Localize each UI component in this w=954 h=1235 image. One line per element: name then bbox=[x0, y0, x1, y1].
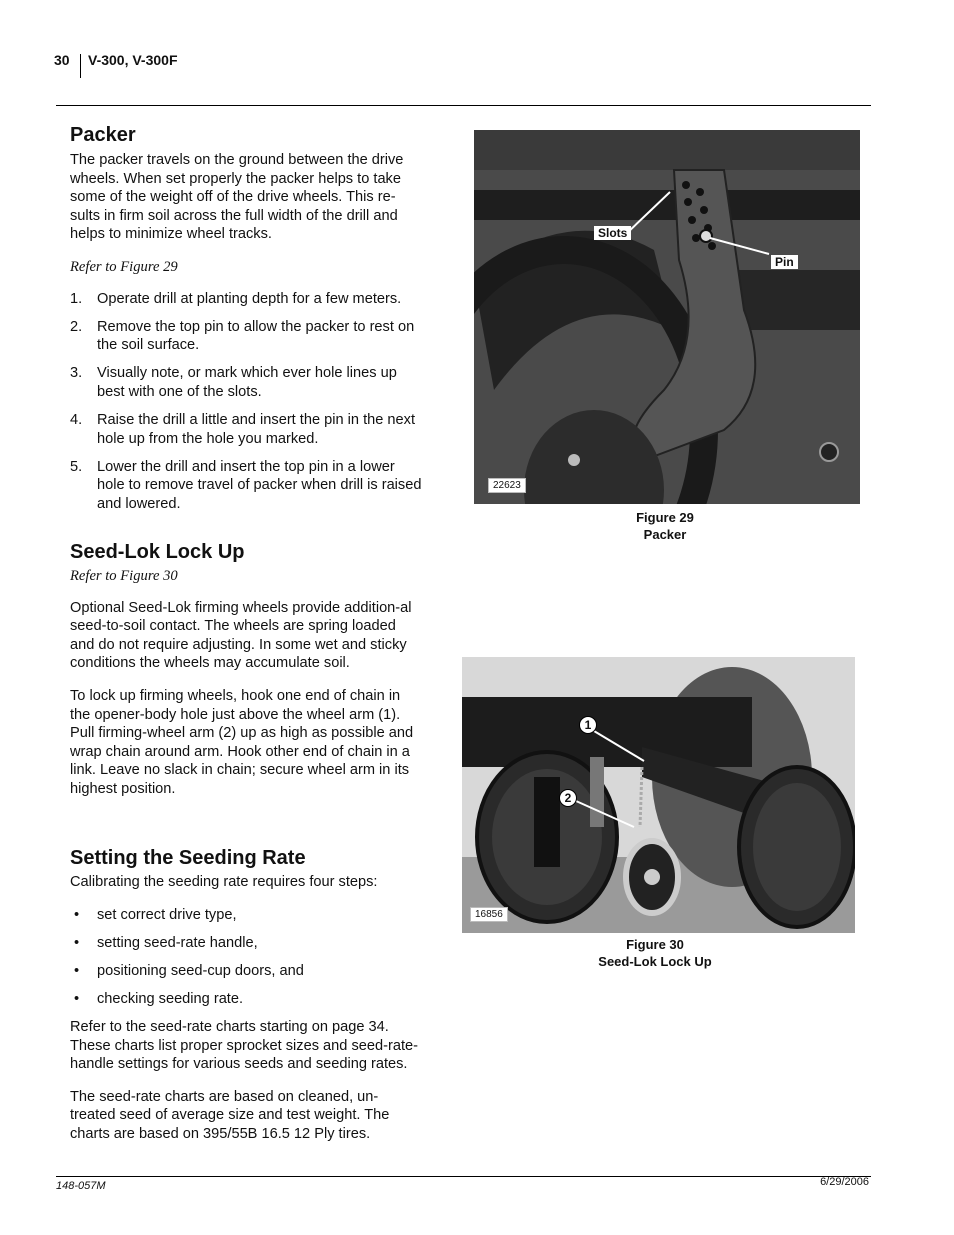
packer-section bbox=[70, 123, 422, 523]
figure-30-photo bbox=[462, 657, 855, 933]
list-item: • setting seed-rate handle, bbox=[74, 934, 258, 951]
header-rule bbox=[56, 105, 871, 106]
seeding-section bbox=[70, 846, 422, 1144]
packer-illustration bbox=[474, 130, 860, 504]
header-divider bbox=[80, 54, 81, 78]
pin-callout: Pin bbox=[771, 255, 798, 269]
list-item: 4. Raise the drill a little and insert the pin in the next hole up from the hole you marked. bbox=[70, 412, 415, 447]
packer-ref: Refer to Figure 29 bbox=[70, 258, 178, 275]
packer-steps bbox=[70, 290, 422, 514]
bullet-icon: • bbox=[74, 990, 80, 1007]
seedlok-ref: Refer to Figure 30 bbox=[70, 568, 178, 584]
list-item: • positioning seed-cup doors, and bbox=[74, 962, 304, 979]
model-title: V-300, V-300F bbox=[88, 52, 178, 68]
seeding-paragraph-1: Refer to the seed-rate charts starting on page 34. These charts list proper sprocket sizes and seed-rate-handle settings for various seeds and seeding rates. bbox=[70, 1018, 418, 1073]
figure-29-photo bbox=[474, 130, 860, 504]
seedlok-illustration bbox=[462, 657, 855, 933]
list-item: 2. Remove the top pin to allow the packer to rest on the soil surface. bbox=[70, 318, 415, 354]
figure-30-caption: Figure 30 Seed-Lok Lock Up bbox=[598, 937, 712, 969]
seeding-paragraph-2: The seed-rate charts are based on cleaned, un-treated seed of average size and test weight. The charts are based on 395/55B 16.5 12 Ply tires. bbox=[70, 1088, 390, 1142]
packer-heading: Packer bbox=[70, 124, 136, 146]
figure-29-image-number: 22623 bbox=[488, 478, 526, 493]
list-item: • set correct drive type, bbox=[74, 906, 237, 923]
figure-30-image-number: 16856 bbox=[470, 907, 508, 922]
document-number: 148-057M bbox=[56, 1180, 106, 1192]
footer-rule bbox=[56, 1176, 871, 1177]
bullet-icon: • bbox=[74, 962, 80, 979]
publication-date: 6/29/2006 bbox=[820, 1176, 869, 1188]
bullet-icon: • bbox=[74, 906, 80, 923]
seedlok-paragraph-1: Optional Seed-Lok firming wheels provide addition-al seed-to-soil contact. The wheels are spring loaded and do not require adjusting. In some wet and sticky conditions the wheels may accumulate soil. bbox=[70, 599, 412, 672]
seeding-heading: Setting the Seeding Rate bbox=[70, 847, 306, 869]
list-item: 3. Visually note, or mark which ever hole lines up best with one of the slots. bbox=[70, 365, 397, 400]
seedlok-paragraph-2: To lock up firming wheels, hook one end of chain in the opener-body hole just above the wheel arm (1). Pull firming-wheel arm (2) up as high as possible and wrap chain around arm. Hook other end of chain in a link. Leave no slack in chain; secure wheel arm in its highest position. bbox=[70, 687, 414, 797]
seeding-intro: Calibrating the seeding rate requires four steps: bbox=[70, 874, 378, 890]
list-item: 1. Operate drill at planting depth for a few meters. bbox=[70, 290, 402, 307]
callout-1: 1 bbox=[579, 716, 597, 734]
slots-callout: Slots bbox=[594, 226, 631, 240]
page-number: 30 bbox=[54, 52, 70, 68]
seedlok-section bbox=[70, 540, 422, 799]
figure-29-caption: Figure 29 Packer bbox=[636, 510, 694, 542]
list-item: 5. Lower the drill and insert the top pin in a lower hole to remove travel of packer when drill is raised and lowered. bbox=[70, 458, 422, 512]
packer-intro: The packer travels on the ground between the drive wheels. When set properly the packer helps to take some of the weight off of the drive wheels. This re-sults in firm soil across the full width of the drill and helps to minimize wheel tracks. bbox=[70, 152, 404, 243]
seeding-steps bbox=[70, 906, 422, 1009]
seedlok-heading: Seed-Lok Lock Up bbox=[70, 541, 245, 563]
bullet-icon: • bbox=[74, 934, 80, 951]
list-item: • checking seeding rate. bbox=[74, 990, 244, 1007]
callout-2: 2 bbox=[559, 789, 577, 807]
